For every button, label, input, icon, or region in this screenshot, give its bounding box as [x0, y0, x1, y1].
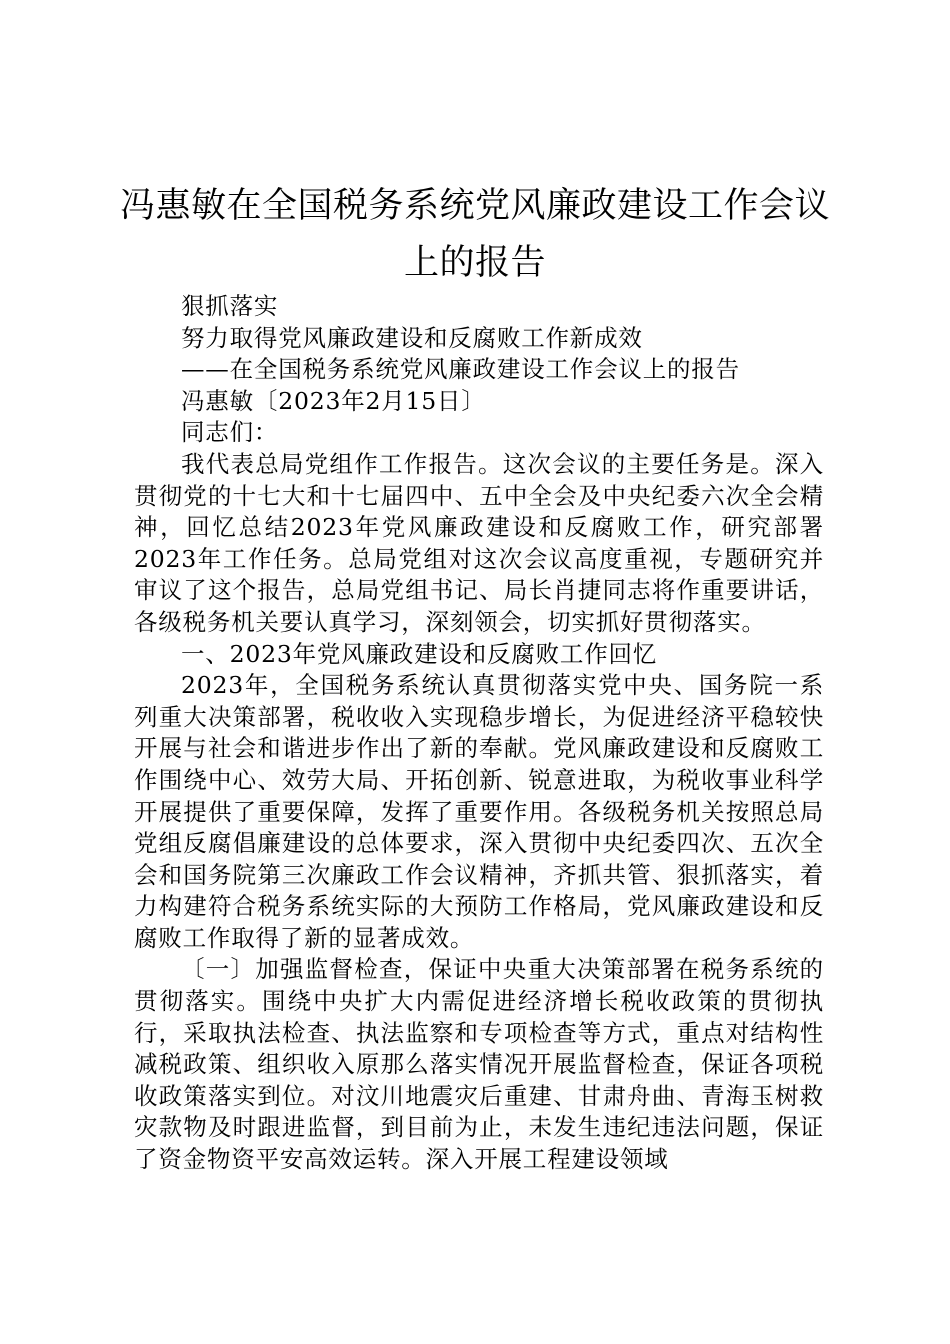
paragraph-intro: 我代表总局党组作工作报告。这次会议的主要任务是。深入贯彻党的十七大和十七届四中、五中全会及中央纪委六次全会精神，回忆总结2023年党风廉政建设和反腐败工作，研究部署2023年工作任务。总局党组对这次会议高度重视，专题研究并审议了这个报告，总局党组书记、局长肖捷同志将作重要讲话，各级税务机关要认真学习，深刻领会，切实抓好贯彻落实。 — [134, 449, 824, 636]
document-body — [134, 291, 824, 1176]
paragraph-heading-1: 狠抓落实 — [181, 292, 279, 320]
paragraph-item-1: 〔一〕加强监督检查，保证中央重大决策部署在税务系统的贯彻落实。围绕中央扩大内需促进经济增长税收政策的贯彻执行，采取执法检查、执法监察和专项检查等方式，重点对结构性减税政策、组织收入原那么落实情况开展监督检查，保证各项税收政策落实到位。对汶川地震灾后重建、甘肃舟曲、青海玉树救灾款物及时跟进监督，到目前为止，未发生违纪违法问题，保证了资金物资平安高效运转。深入开展工程建设领域 — [134, 955, 824, 1174]
document-title: 冯惠敏在全国税务系统党风廉政建设工作会议上的报告 — [120, 186, 831, 283]
paragraph-review: 2023年，全国税务系统认真贯彻落实党中央、国务院一系列重大决策部署，税收收入实现稳步增长，为促进经济平稳较快开展与社会和谐进步作出了新的奉献。党风廉政建设和反腐败工作围绕中心、效劳大局、开拓创新、锐意进取，为税收事业科学开展提供了重要保障，发挥了重要作用。各级税务机关按照总局党组反腐倡廉建设的总体要求，深入贯彻中央纪委四次、五次全会和国务院第三次廉政工作会议精神，齐抓共管、狠抓落实，着力构建符合税务系统实际的大预防工作格局，党风廉政建设和反腐败工作取得了新的显著成效。 — [134, 671, 824, 952]
paragraph-author-date: 冯惠敏〔2023年2月15日〕 — [181, 386, 486, 415]
paragraph-subtitle: ——在全国税务系统党风廉政建设工作会议上的报告 — [181, 355, 740, 384]
paragraph-salutation: 同志们： — [181, 418, 279, 447]
paragraph-heading-2: 努力取得党风廉政建设和反腐败工作新成效 — [181, 323, 643, 352]
section-heading: 一、2023年党风廉政建设和反腐败工作回忆 — [181, 639, 658, 668]
